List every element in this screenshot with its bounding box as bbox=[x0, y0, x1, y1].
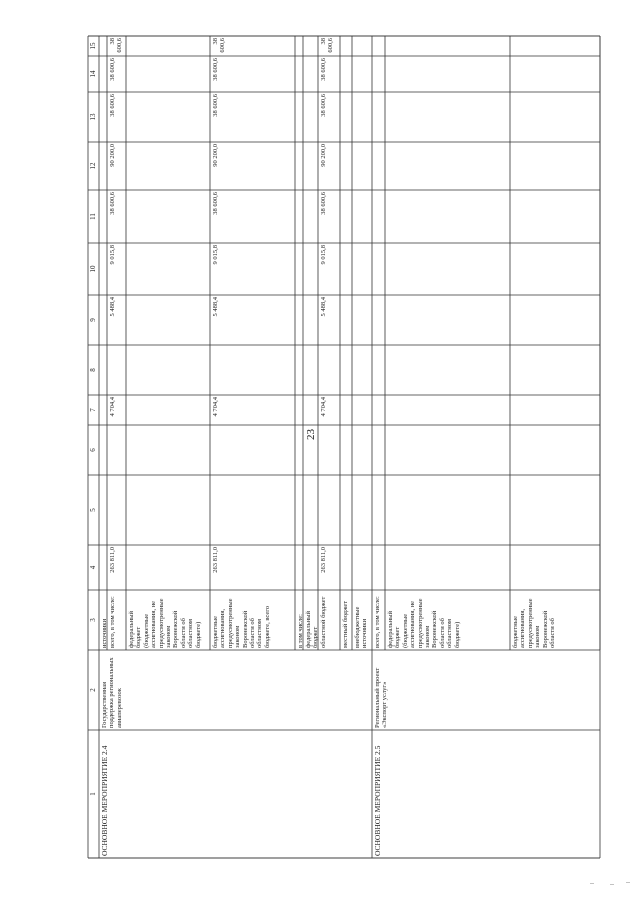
value-cell: 38 600,6 bbox=[109, 38, 124, 53]
row-label: местный бюджет bbox=[342, 600, 349, 648]
value-cell: 90 200,0 bbox=[320, 144, 327, 167]
value-cell: 38 600,6 bbox=[109, 94, 116, 117]
value-cell: 90 200,0 bbox=[109, 144, 116, 167]
column-number-15: 15 bbox=[89, 42, 97, 50]
column-number-9: 9 bbox=[89, 318, 97, 322]
value-cell: 90 200,0 bbox=[212, 144, 219, 167]
value-cell: 263 811,0 bbox=[320, 547, 327, 573]
value-cell: 9 015,8 bbox=[109, 245, 116, 265]
value-cell: 4 704,4 bbox=[212, 397, 219, 417]
row-label: бюджетные ассигнования, предусмотренные законом Воронежской области об областном бюджете, всего bbox=[212, 598, 271, 648]
column-number-7: 7 bbox=[89, 408, 97, 412]
value-cell: 38 600,6 bbox=[320, 192, 327, 215]
column-number-14: 14 bbox=[89, 70, 97, 78]
value-cell: 5 488,4 bbox=[109, 297, 116, 317]
measure-name: Государственная поддержка региональных авиаперевозок bbox=[101, 657, 123, 728]
page-number: 23 bbox=[305, 429, 317, 440]
value-cell: 9 015,8 bbox=[320, 245, 327, 265]
column-number-1: 1 bbox=[89, 792, 97, 796]
value-cell: 263 811,0 bbox=[109, 547, 116, 573]
column-number-11: 11 bbox=[89, 213, 97, 220]
value-cell: 38 600,6 bbox=[109, 192, 116, 215]
row-label: всего, в том числе: bbox=[109, 596, 116, 648]
column-number-8: 8 bbox=[89, 368, 97, 372]
column-number-12: 12 bbox=[89, 162, 97, 170]
row-label: внебюджетные источники bbox=[354, 606, 369, 648]
measure-title: ОСНОВНОЕ МЕРОПРИЯТИЕ 2.4 bbox=[100, 745, 109, 856]
value-cell: 38 600,6 bbox=[109, 58, 116, 81]
value-cell: 38 600,6 bbox=[212, 94, 219, 117]
value-cell: 38 600,6 bbox=[212, 192, 219, 215]
column-number-13: 13 bbox=[89, 113, 97, 121]
value-cell: 38 600,6 bbox=[320, 94, 327, 117]
row-label: в том числе: bbox=[297, 614, 304, 648]
value-cell: 5 488,4 bbox=[320, 297, 327, 317]
value-cell: 9 015,8 bbox=[212, 245, 219, 265]
column-number-4: 4 bbox=[89, 565, 97, 570]
value-cell: 4 704,4 bbox=[109, 397, 116, 417]
column-number-3: 3 bbox=[89, 618, 97, 622]
value-cell: 38 600,6 bbox=[320, 58, 327, 81]
measure-name: Региональный проект «Экспорт услуг» bbox=[374, 667, 389, 728]
scan-speck bbox=[626, 882, 630, 883]
scan-speck bbox=[590, 883, 594, 884]
row-label: федеральный бюджет bbox=[305, 611, 320, 648]
row-label: бюджетные ассигнования, предусмотренные законом Воронежской области об bbox=[512, 598, 557, 648]
column-number-10: 10 bbox=[89, 265, 97, 273]
value-cell: 38 600,6 bbox=[212, 58, 219, 81]
row-label: всего, в том числе: bbox=[374, 596, 381, 648]
column-number-6: 6 bbox=[89, 448, 97, 452]
value-cell: 263 811,0 bbox=[212, 547, 219, 573]
value-cell: 5 488,4 bbox=[212, 297, 219, 317]
measure-title: ОСНОВНОЕ МЕРОПРИЯТИЕ 2.5 bbox=[373, 745, 382, 856]
value-cell: 38 600,6 bbox=[212, 38, 227, 53]
scan-speck bbox=[610, 884, 614, 885]
column-number-2: 2 bbox=[89, 688, 97, 692]
row-label: областной бюджет bbox=[320, 596, 327, 648]
row-label: источники bbox=[101, 618, 108, 648]
column-number-5: 5 bbox=[89, 508, 97, 512]
value-cell: 4 704,4 bbox=[320, 397, 327, 417]
value-cell: 38 600,6 bbox=[320, 38, 335, 53]
row-label: федеральный бюджет (бюджетные ассигнования, не предусмотренные законом Воронежской области об областном бюджете) bbox=[128, 598, 202, 648]
row-label: федеральный бюджет (бюджетные ассигнования, не предусмотренные законом Воронежской области об областном бюджете) bbox=[387, 598, 461, 648]
